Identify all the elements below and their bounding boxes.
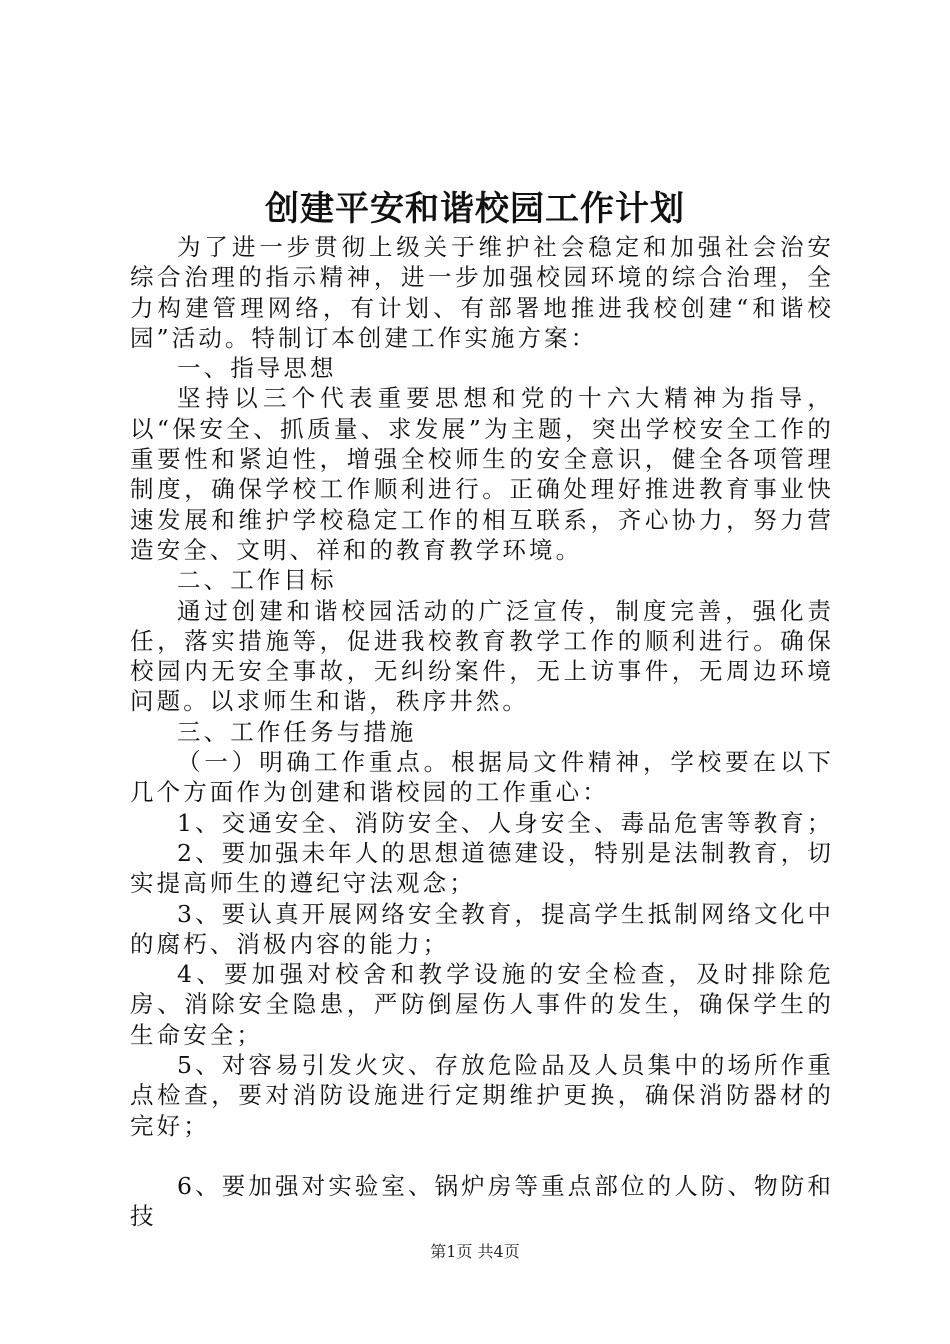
section-heading-work-goals: 二、工作目标: [177, 566, 337, 595]
section-heading-tasks-measures: 三、工作任务与措施: [177, 717, 417, 746]
document-body: [130, 232, 834, 1232]
page-number: 第1页 共4页: [430, 1242, 520, 1261]
guiding-ideology-paragraph: 坚持以三个代表重要思想和党的十六大精神为指导，以“保安全、抓质量、求发展”为主题，突出学校安全工作的重要性和紧迫性，增强全校师生的安全意识，健全各项管理制度，确保学校工作顺利进行。正确处理好推进教育事业快速发展和维护学校稳定工作的相互联系，齐心协力，努力营造安全、文明、祥和的教育教学环境。: [130, 384, 834, 564]
paragraph-spacer: [130, 1141, 834, 1171]
list-item: 5、对容易引发火灾、存放危险品及人员集中的场所作重点检查，要对消防设施进行定期维护更换，确保消防器材的完好；: [130, 1051, 834, 1140]
intro-paragraph: 为了进一步贯彻上级关于维护社会稳定和加强社会治安综合治理的指示精神，进一步加强校园环境的综合治理，全力构建管理网络，有计划、有部署地推进我校创建“和谐校园”活动。特制订本创建工作实施方案：: [130, 233, 834, 352]
list-item: 1、交通安全、消防安全、人身安全、毒品危害等教育；: [177, 808, 834, 837]
work-goals-paragraph: 通过创建和谐校园活动的广泛宣传，制度完善，强化责任，落实措施等，促进我校教育教学工作的顺利进行。确保校园内无安全事故，无纠纷案件，无上访事件，无周边环境问题。以求师生和谐，秩序井然。: [130, 596, 834, 716]
list-item: 4、要加强对校舍和教学设施的安全检查，及时排除危房、消除安全隐患，严防倒屋伤人事件的发生，确保学生的生命安全；: [130, 960, 834, 1049]
list-item: 6、要加强对实验室、锅炉房等重点部位的人防、物防和技: [130, 1171, 834, 1231]
task-key-points-paragraph: （一）明确工作重点。根据局文件精神，学校要在以下几个方面作为创建和谐校园的工作重心：: [130, 748, 834, 807]
page-footer: [0, 1241, 950, 1263]
list-item: 2、要加强未年人的思想道德建设，特别是法制教育，切实提高师生的遵纪守法观念；: [130, 838, 834, 898]
list-item: 3、要认真开展网络安全教育，提高学生抵制网络文化中的腐朽、消极内容的能力；: [130, 899, 834, 958]
section-heading-guiding-ideology: 一、指导思想: [177, 354, 337, 383]
document-title: 创建平安和谐校园工作计划: [265, 189, 685, 229]
